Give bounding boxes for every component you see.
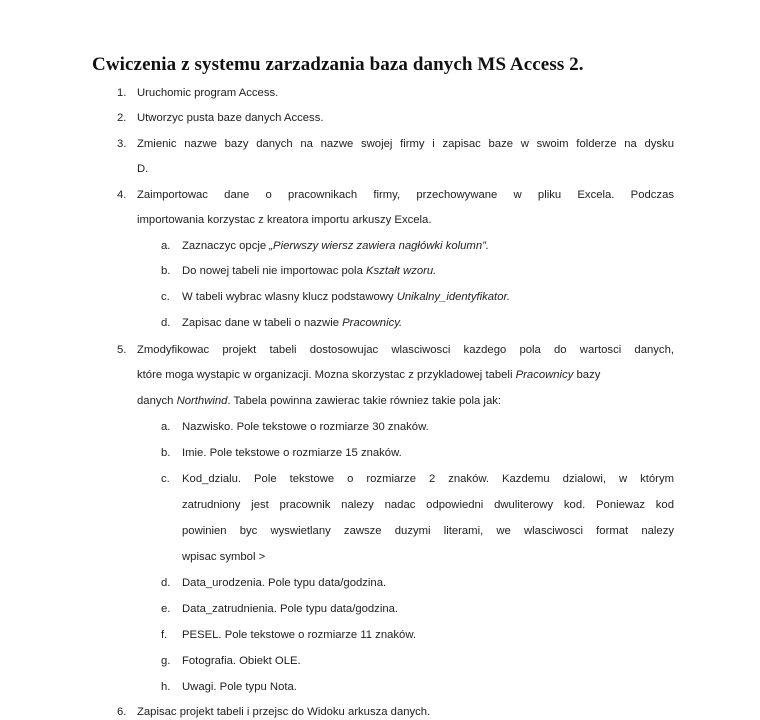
item-5-number: 5. — [117, 344, 127, 356]
item-4c-text: W tabeli wybrac wlasny klucz podstawowy Unikalny_identyfikator. — [182, 291, 510, 303]
item-2-text: Utworzyc pusta baze danych Access. — [137, 112, 324, 124]
item-5d-text: Data_urodzenia. Pole typu data/godzina. — [182, 577, 387, 589]
item-4-text-line-2: importowania korzystac z kreatora importu arkuszy Excela. — [137, 214, 432, 226]
item-4b-italic: Kształt wzoru. — [366, 265, 437, 277]
item-3-text-line-1: Zmienic nazwe bazy danych na nazwe swojej firmy i zapisac baze w swoim folderze na dysku — [137, 138, 674, 150]
item-4a-text: Zaznaczyc opcje „Pierwszy wiersz zawiera nagłówki kolumn”. — [182, 240, 490, 252]
item-4c-italic: Unikalny_identyfikator. — [396, 291, 510, 303]
item-4c-letter: c. — [161, 291, 170, 303]
item-4d-text: Zapisac dane w tabeli o nazwie Pracownicy. — [182, 317, 403, 329]
item-6-number: 6. — [117, 706, 127, 718]
item-5b-text: Imie. Pole tekstowe o rozmiarze 15 znaków. — [182, 447, 402, 459]
item-5c-text-line-2: zatrudniony jest pracownik nalezy nadac odpowiedni dwuliterowy kod. Poniewaz kod — [182, 499, 674, 511]
item-4b-letter: b. — [161, 265, 171, 277]
item-5a-text: Nazwisko. Pole tekstowe o rozmiarze 30 znaków. — [182, 421, 429, 433]
item-4-text-line-1: Zaimportowac dane o pracownikach firmy, przechowywane w pliku Excela. Podczas — [137, 189, 674, 201]
item-4-number: 4. — [117, 189, 127, 201]
item-5c-text-line-3: powinien byc wyswietlany zawsze duzymi literami, we wlasciwosci format nalezy — [182, 525, 674, 537]
item-5-text-line-2: które moga wystapic w organizacji. Mozna skorzystac z przykladowej tabeli Pracownicy bazy — [137, 369, 601, 381]
item-5-text-line-3: danych Northwind. Tabela powinna zawierac takie równiez takie pola jak: — [137, 395, 502, 407]
item-5-text-line-1: Zmodyfikowac projekt tabeli dostosowujac wlasciwosci kazdego pola do wartosci danych, — [137, 344, 674, 356]
item-3-text-line-2: D. — [137, 163, 149, 175]
item-4d-italic: Pracownicy. — [342, 317, 403, 329]
item-5d-letter: d. — [161, 577, 171, 589]
item-6-text: Zapisac projekt tabeli i przejsc do Widoku arkusza danych. — [137, 706, 431, 718]
document-title: Cwiczenia z systemu zarzadzania baza danych MS Access 2. — [92, 54, 584, 75]
item-4a-italic: „Pierwszy wiersz zawiera nagłówki kolumn”. — [269, 240, 490, 252]
item-5c-letter: c. — [161, 473, 170, 485]
item-5h-letter: h. — [161, 681, 171, 693]
item-4b-text: Do nowej tabeli nie importowac pola Kształt wzoru. — [182, 265, 437, 277]
item-5c-text-line-1: Kod_dzialu. Pole tekstowe o rozmiarze 2 znaków. Kazdemu dzialowi, w którym — [182, 473, 674, 485]
item-5h-text: Uwagi. Pole typu Nota. — [182, 681, 297, 693]
item-5b-letter: b. — [161, 447, 171, 459]
item-2-number: 2. — [117, 112, 127, 124]
item-5c-text-line-4: wpisac symbol > — [182, 551, 266, 563]
item-5f-letter: f. — [161, 629, 168, 641]
item-5a-letter: a. — [161, 421, 171, 433]
item-5g-text: Fotografia. Obiekt OLE. — [182, 655, 301, 667]
item-5e-letter: e. — [161, 603, 171, 615]
item-4a-letter: a. — [161, 240, 171, 252]
item-4d-letter: d. — [161, 317, 171, 329]
item-5-italic-db: Northwind — [176, 395, 228, 407]
item-3-number: 3. — [117, 138, 127, 150]
item-5e-text: Data_zatrudnienia. Pole typu data/godzina. — [182, 603, 399, 615]
item-1-number: 1. — [117, 87, 127, 99]
item-5-italic-table: Pracownicy — [515, 369, 574, 381]
item-5f-text: PESEL. Pole tekstowe o rozmiarze 11 znaków. — [182, 629, 417, 641]
item-1-text: Uruchomic program Access. — [137, 87, 279, 99]
item-5g-letter: g. — [161, 655, 171, 667]
